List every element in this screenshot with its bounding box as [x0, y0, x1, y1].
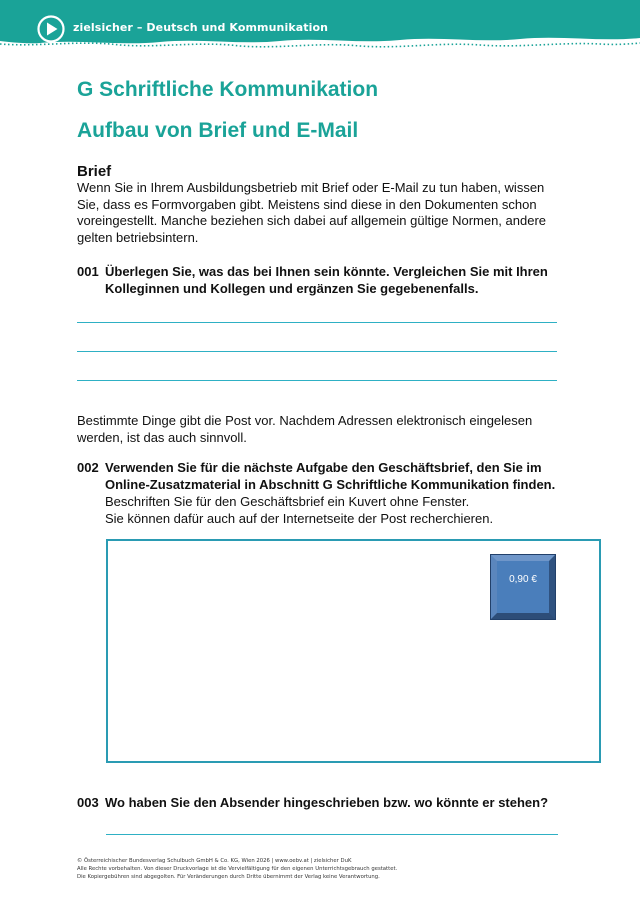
task-text: Wo haben Sie den Absender hingeschrieben bzw. wo könnte er stehen? [105, 795, 549, 810]
footer-copyright [77, 857, 597, 881]
footer-line: © Österreichischer Bundesverlag Schulbuch GmbH & Co. KG, Wien 2026 | www.oebv.at | zielsicher DuK [77, 858, 352, 864]
answer-line[interactable] [77, 380, 557, 381]
task-text-line: Sie können dafür auch auf der Internetseite der Post recherchieren. [105, 511, 494, 526]
play-circle-icon [36, 14, 66, 44]
task-001 [77, 263, 567, 297]
stamp-icon [491, 555, 555, 619]
brand-text: zielsicher – Deutsch und Kommunikation [73, 21, 329, 34]
section-heading: Brief [77, 163, 112, 180]
header-band [0, 0, 640, 48]
task-003 [77, 794, 567, 811]
footer-line: Die Kopiergebühren sind abgegolten. Für Veränderungen durch Dritte übernimmt der Verlag keine Verantwortung. [77, 874, 380, 880]
intro-paragraph: Wenn Sie in Ihrem Ausbildungsbetrieb mit Brief oder E-Mail zu tun haben, wissen Sie, dass es Formvorgaben gibt. Meistens sind diese in den Dokumenten schon voreingestellt. Manche beziehen sich dabei auf allgemein gültige Normen, andere gelten betriebsintern. [77, 180, 547, 245]
answer-line[interactable] [106, 834, 558, 835]
task-002 [77, 459, 567, 527]
answer-line[interactable] [77, 351, 557, 352]
task-number: 003 [77, 795, 99, 810]
task-text: Überlegen Sie, was das bei Ihnen sein könnte. Vergleichen Sie mit Ihren Kolleginnen und Kollegen und ergänzen Sie gegebenenfalls. [105, 264, 548, 296]
post-paragraph: Bestimmte Dinge gibt die Post vor. Nachdem Adressen elektronisch eingelesen werden, ist das auch sinnvoll. [77, 413, 533, 445]
footer-line: Alle Rechte vorbehalten. Von dieser Druckvorlage ist die Vervielfältigung für den eigenen Unterrichtsgebrauch gestattet. [77, 866, 398, 872]
task-number: 001 [77, 264, 99, 279]
task-text-bold: Verwenden Sie für die nächste Aufgabe den Geschäftsbrief, den Sie im Online-Zusatzmaterial in Abschnitt G Schriftliche Kommunikation finden. [105, 460, 556, 492]
stamp-value: 0,90 € [509, 574, 537, 585]
answer-line[interactable] [77, 322, 557, 323]
page-title: G Schriftliche Kommunikation [77, 78, 379, 101]
task-number: 002 [77, 460, 99, 475]
task-text-line: Beschriften Sie für den Geschäftsbrief ein Kuvert ohne Fenster. [105, 494, 470, 509]
page-subtitle: Aufbau von Brief und E-Mail [77, 119, 359, 142]
